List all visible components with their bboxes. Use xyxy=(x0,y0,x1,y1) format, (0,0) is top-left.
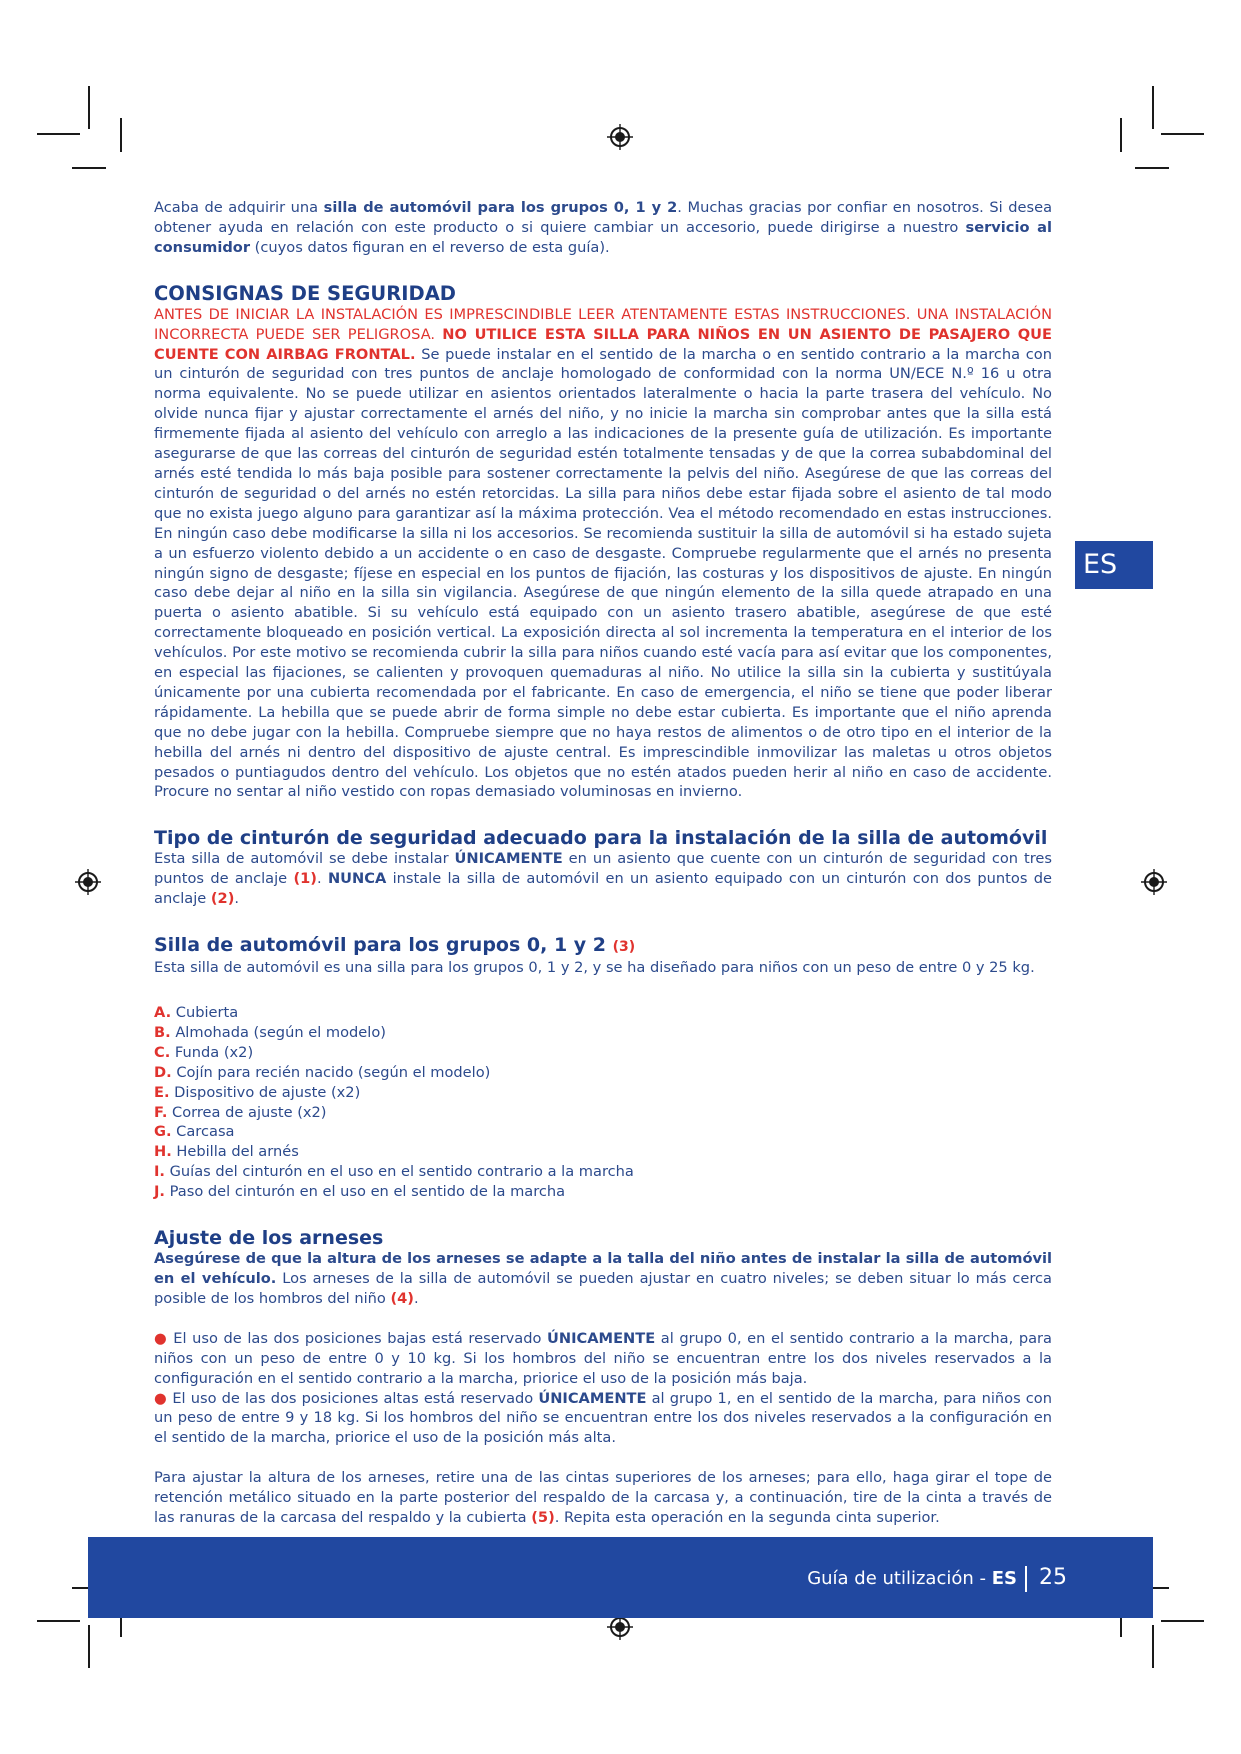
seat-paragraph: Esta silla de automóvil es una silla para los grupos 0, 1 y 2, y se ha diseñado para niños con un peso de entre 0 y 25 kg. xyxy=(154,959,1035,977)
crop-mark xyxy=(1161,133,1204,135)
harness-heading: Ajuste de los arneses xyxy=(154,1227,384,1250)
safety-heading: CONSIGNAS DE SEGURIDAD xyxy=(154,281,456,305)
registration-mark-icon xyxy=(606,123,634,151)
list-item: G. Carcasa xyxy=(154,1123,235,1141)
intro-paragraph: Acaba de adquirir una silla de automóvil para los grupos 0, 1 y 2. Muchas gracias por confiar en nosotros. Si desea obtener ayuda en relación con este producto o si quiere cambiar un accesorio, puede dirigirse a nuestro servicio al consumidor (cuyos datos figuran en el reverso de esta guía). xyxy=(154,199,1053,256)
crop-mark xyxy=(1135,167,1169,169)
harness-bullet-high: ● El uso de las dos posiciones altas está reservado ÚNICAMENTE al grupo 1, en el sentido de la marcha, para niños con un peso de entre 9 y 18 kg. Si los hombros del niño se encuentran entre los dos niveles reservados a la configuración en el sentido de la marcha, priorice el uso de la posición más alta. xyxy=(154,1389,1052,1447)
crop-mark xyxy=(1152,1625,1154,1668)
page-footer xyxy=(88,1537,1153,1618)
crop-mark xyxy=(1161,1620,1204,1622)
crop-mark xyxy=(88,86,90,129)
list-item: A. Cubierta xyxy=(154,1004,239,1021)
crop-mark xyxy=(88,1625,90,1668)
belt-paragraph: Esta silla de automóvil se debe instalar ÚNICAMENTE en un asiento que cuente con un cinturón de seguridad con tres puntos de anclaje (1). NUNCA instale la silla de automóvil en un asiento equipado con un cinturón con dos puntos de anclaje (2). xyxy=(154,850,1052,908)
crop-mark xyxy=(37,1620,80,1622)
belt-heading: Tipo de cinturón de seguridad adecuado para la instalación de la silla de automóvil xyxy=(154,827,1048,850)
page-number: 25 xyxy=(1039,1565,1067,1590)
crop-mark xyxy=(120,118,122,152)
harness-bullet-low: ● El uso de las dos posiciones bajas está reservado ÚNICAMENTE al grupo 0, en el sentido contrario a la marcha, para niños con un peso de entre 0 y 10 kg. Si los hombros del niño se encuentran entre los dos niveles reservados a la configuración en el sentido contrario a la marcha, priorice el uso de la posición más baja. xyxy=(154,1329,1052,1387)
registration-mark-icon xyxy=(74,868,102,896)
parts-list xyxy=(154,1003,1052,1202)
list-item: F. Correa de ajuste (x2) xyxy=(154,1103,327,1121)
harness-paragraph: Asegúrese de que la altura de los arneses se adapte a la talla del niño antes de instalar la silla de automóvil en el vehículo. Los arneses de la silla de automóvil se pueden ajustar en cuatro niveles; se deben situar lo más cerca posible de los hombros del niño (4). xyxy=(154,1250,1052,1307)
seat-heading: Silla de automóvil para los grupos 0, 1 y 2 (3) xyxy=(154,934,636,957)
crop-mark xyxy=(37,133,80,135)
list-item: H. Hebilla del arnés xyxy=(154,1143,299,1161)
list-item: J. Paso del cinturón en el uso en el sentido de la marcha xyxy=(154,1183,566,1201)
safety-paragraph: ANTES DE INICIAR LA INSTALACIÓN ES IMPRESCINDIBLE LEER ATENTAMENTE ESTAS INSTRUCCIONES. UNA INSTALACIÓN INCORRECTA PUEDE SER PELIGROSA. NO UTILICE ESTA SILLA PARA NIÑOS EN UN ASIENTO DE PASAJERO QUE CUENTE CON AIRBAG FRONTAL. Se puede instalar en el sentido de la marcha o en sentido contrario a la marcha con un cinturón de seguridad con tres puntos de anclaje homologado de conformidad con la norma UN/ECE N.º 16 u otra norma equivalente. No se puede utilizar en asientos orientados lateralmente o hacia la parte trasera del vehículo. No olvide nunca fijar y ajustar correctamente el arnés del niño, y no inicie la marcha sin comprobar antes que la silla está firmemente fijada al asiento del vehículo con arreglo a las indicaciones de la presente guía de utilización. Es importante asegurarse de que las correas del cinturón de seguridad estén totalmente tensadas y de que la correa subabdominal del arnés esté tendida lo más baja posible para sostener correctamente la pelvis del niño. Asegúrese de que las correas del cinturón de seguridad o del arnés no estén retorcidas. La silla para niños debe estar fijada sobre el asiento de tal modo que no exista juego alguno para garantizar así la máxima protección. Vea el método recomendado en estas instrucciones. En ningún caso debe modificarse la silla ni los accesorios. Se recomienda sustituir la silla de automóvil si ha estado sujeta a un esfuerzo violento debido a un accidente o en caso de desgaste. Compruebe regularmente que el arnés no presenta ningún signo de desgaste; fíjese en especial en los puntos de fijación, las costuras y los dispositivos de ajuste. En ningún caso debe dejar al niño en la silla sin vigilancia. Asegúrese de que ningún elemento de la silla quede atrapado en una puerta o asiento abatible. Si su vehículo está equipado con un asiento trasero abatible, asegúrese de que esté correctamente bloqueado en posición vertical. La exposición directa al sol incrementa la temperatura en el interior de los vehículos. Por este motivo se recomienda cubrir la silla para niños cuando esté vacía para así evitar que los componentes, en especial las fijaciones, se calienten y provoquen quemaduras al niño. No utilice la silla sin la cubierta y sustitúyala únicamente por una cubierta recomendada por el fabricante. En caso de emergencia, el niño se tiene que poder liberar rápidamente. La hebilla que se puede abrir de forma simple no debe estar cubierta. Es importante que el niño aprenda que no debe jugar con la hebilla. Compruebe siempre que no haya restos de alimentos o de otro tipo en el interior de la hebilla del arnés ni dentro del dispositivo de ajuste central. Es imprescindible inmovilizar las maletas u otros objetos pesados o puntiagudos dentro del vehículo. Los objetos que no estén atados pueden herir al niño en caso de accidente. Procure no sentar al niño vestido con ropas demasiado voluminosas en invierno. xyxy=(154,305,1052,801)
list-item: I. Guías del cinturón en el uso en el sentido contrario a la marcha xyxy=(154,1163,634,1181)
registration-mark-icon xyxy=(1140,868,1168,896)
crop-mark xyxy=(1120,118,1122,152)
crop-mark xyxy=(1152,86,1154,129)
list-item: B. Almohada (según el modelo) xyxy=(154,1023,386,1041)
language-tab: ES xyxy=(1075,541,1153,589)
harness-adjust-paragraph: Para ajustar la altura de los arneses, retire una de las cintas superiores de los arneses; para ello, haga girar el tope de retención metálico situado en la parte posterior del respaldo de la carcasa y, a continuación, tire de la cinta a través de las ranuras de la carcasa del respaldo y la cubierta (5). Repita esta operación en la segunda cinta superior. xyxy=(154,1469,1052,1527)
footer-text: Guía de utilización - ES 25 xyxy=(807,1565,1067,1590)
list-item: E. Dispositivo de ajuste (x2) xyxy=(154,1083,361,1101)
crop-mark xyxy=(72,167,106,169)
list-item: D. Cojín para recién nacido (según el modelo) xyxy=(154,1063,491,1081)
main-content xyxy=(154,198,1052,1528)
list-item: C. Funda (x2) xyxy=(154,1043,254,1061)
